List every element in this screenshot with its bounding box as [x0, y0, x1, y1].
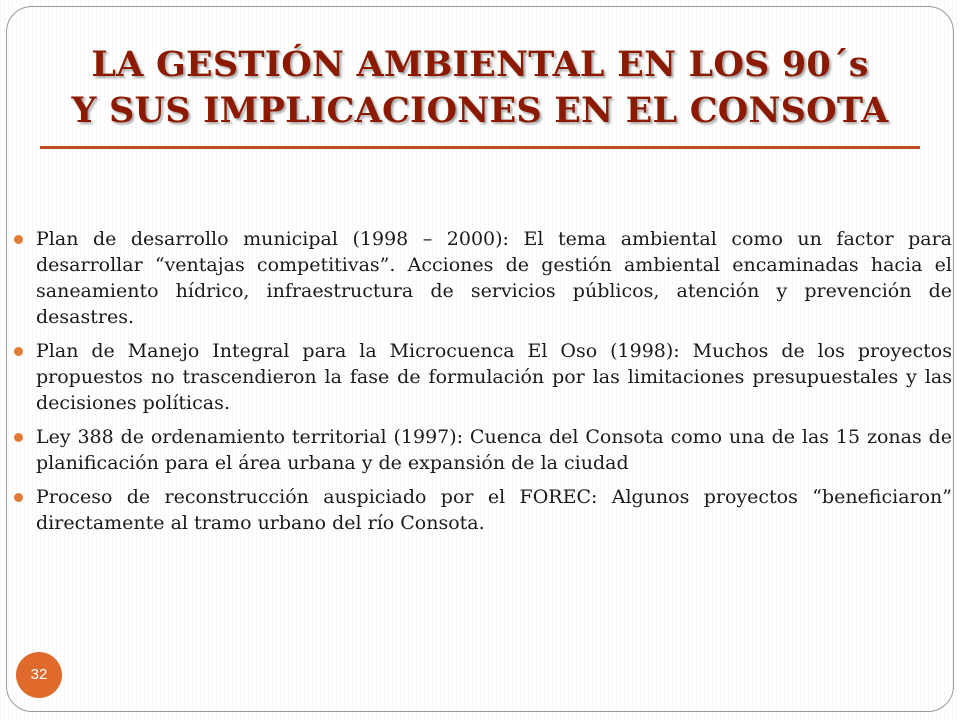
page-number-badge: 32 [16, 652, 62, 698]
bullet-dot-icon [14, 235, 23, 244]
bullet-dot-icon [14, 493, 23, 502]
bullet-item-1 [12, 226, 952, 330]
bullet-item-2 [12, 338, 952, 416]
bullet-item-4 [12, 484, 952, 536]
slide-title [20, 42, 940, 134]
bullet-dot-icon [14, 433, 23, 442]
bullet-item-3 [12, 424, 952, 476]
bullet-list [12, 226, 952, 544]
bullet-dot-icon [14, 347, 23, 356]
bullet-text-3: Ley 388 de ordenamiento territorial (1997): Cuenca del Consota como una de las 15 zonas de planificación para el área urbana y de expansión de la ciudad [36, 426, 952, 474]
title-underline [40, 146, 920, 149]
slide-title-line-1: LA GESTIÓN AMBIENTAL EN LOS 90´s [91, 44, 869, 85]
bullet-text-1: Plan de desarrollo municipal (1998 – 2000): El tema ambiental como un factor para desarrollar “ventajas competitivas”. Acciones de gestión ambiental encaminadas hacia el saneamiento hídrico, infraestructura de servicios públicos, atención y prevención de desastres. [36, 228, 952, 328]
slide-title-line-2: Y SUS IMPLICACIONES EN EL CONSOTA [71, 90, 889, 131]
bullet-text-4: Proceso de reconstrucción auspiciado por el FOREC: Algunos proyectos “beneficiaron” directamente al tramo urbano del río Consota. [36, 486, 952, 534]
bullet-text-2: Plan de Manejo Integral para la Microcuenca El Oso (1998): Muchos de los proyectos propuestos no trascendieron la fase de formulación por las limitaciones presupuestales y las decisiones políticas. [36, 340, 952, 414]
